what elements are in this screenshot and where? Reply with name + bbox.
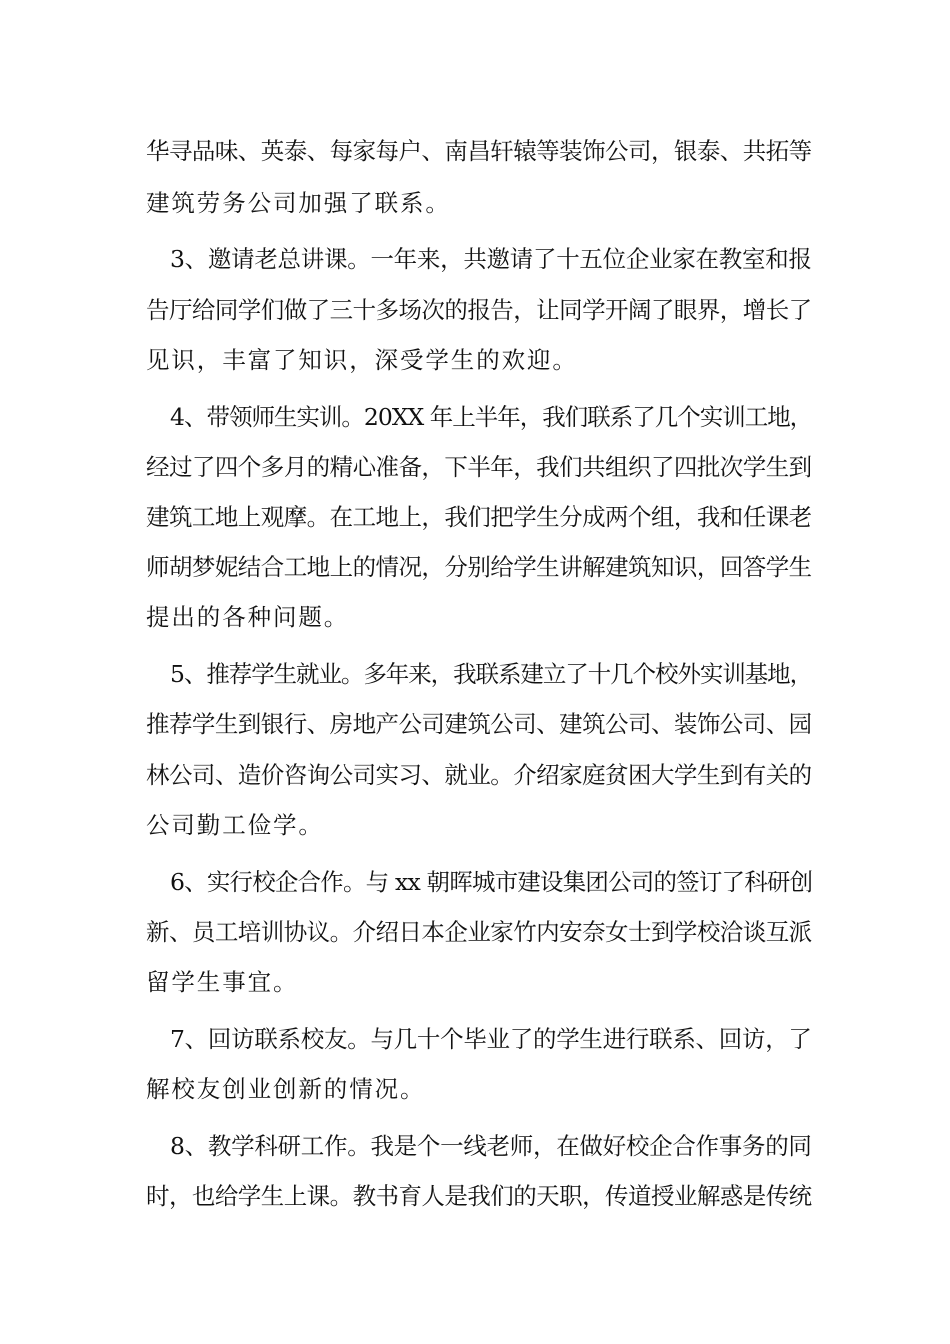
text-line: 提出的各种问题。 [146, 603, 350, 631]
text-line: 见识，丰富了知识，深受学生的欢迎。 [146, 346, 578, 374]
text-line: 告厅给同学们做了三十多场次的报告，让同学开阔了眼界，增长了 [146, 296, 812, 324]
text-line: 公司勤工俭学。 [146, 811, 324, 839]
text-line: 推荐学生到银行、房地产公司建筑公司、建筑公司、装饰公司、园 [146, 710, 812, 738]
text-line: 时，也给学生上课。教书育人是我们的天职，传道授业解惑是传统 [146, 1182, 812, 1210]
text-line: 留学生事宜。 [146, 968, 299, 996]
paragraph-6-line: 6、实行校企合作。与 xx 朝晖城市建设集团公司的签订了科研创 [170, 868, 813, 896]
text-line: 林公司、造价咨询公司实习、就业。介绍家庭贫困大学生到有关的 [146, 761, 812, 789]
paragraph-5-line: 5、推荐学生就业。多年来，我联系建立了十几个校外实训基地， [170, 660, 813, 688]
text-line: 建筑工地上观摩。在工地上，我们把学生分成两个组，我和任课老 [146, 503, 812, 531]
paragraph-4-line: 4、带领师生实训。20XX 年上半年，我们联系了几个实训工地， [170, 403, 813, 431]
text-line: 师胡梦妮结合工地上的情况，分别给学生讲解建筑知识，回答学生 [146, 553, 812, 581]
text-line: 华寻品味、英泰、每家每户、南昌轩辕等装饰公司，银泰、共拓等 [146, 137, 812, 165]
text-line: 新、员工培训协议。介绍日本企业家竹内安奈女士到学校洽谈互派 [146, 918, 812, 946]
paragraph-3-line: 3、邀请老总讲课。一年来，共邀请了十五位企业家在教室和报 [170, 245, 812, 273]
paragraph-8-line: 8、教学科研工作。我是个一线老师，在做好校企合作事务的同 [170, 1132, 812, 1160]
text-line: 经过了四个多月的精心准备，下半年，我们共组织了四批次学生到 [146, 453, 812, 481]
text-line: 建筑劳务公司加强了联系。 [146, 189, 451, 217]
paragraph-7-line: 7、回访联系校友。与几十个毕业了的学生进行联系、回访，了 [170, 1025, 812, 1053]
text-line: 解校友创业创新的情况。 [146, 1075, 426, 1103]
